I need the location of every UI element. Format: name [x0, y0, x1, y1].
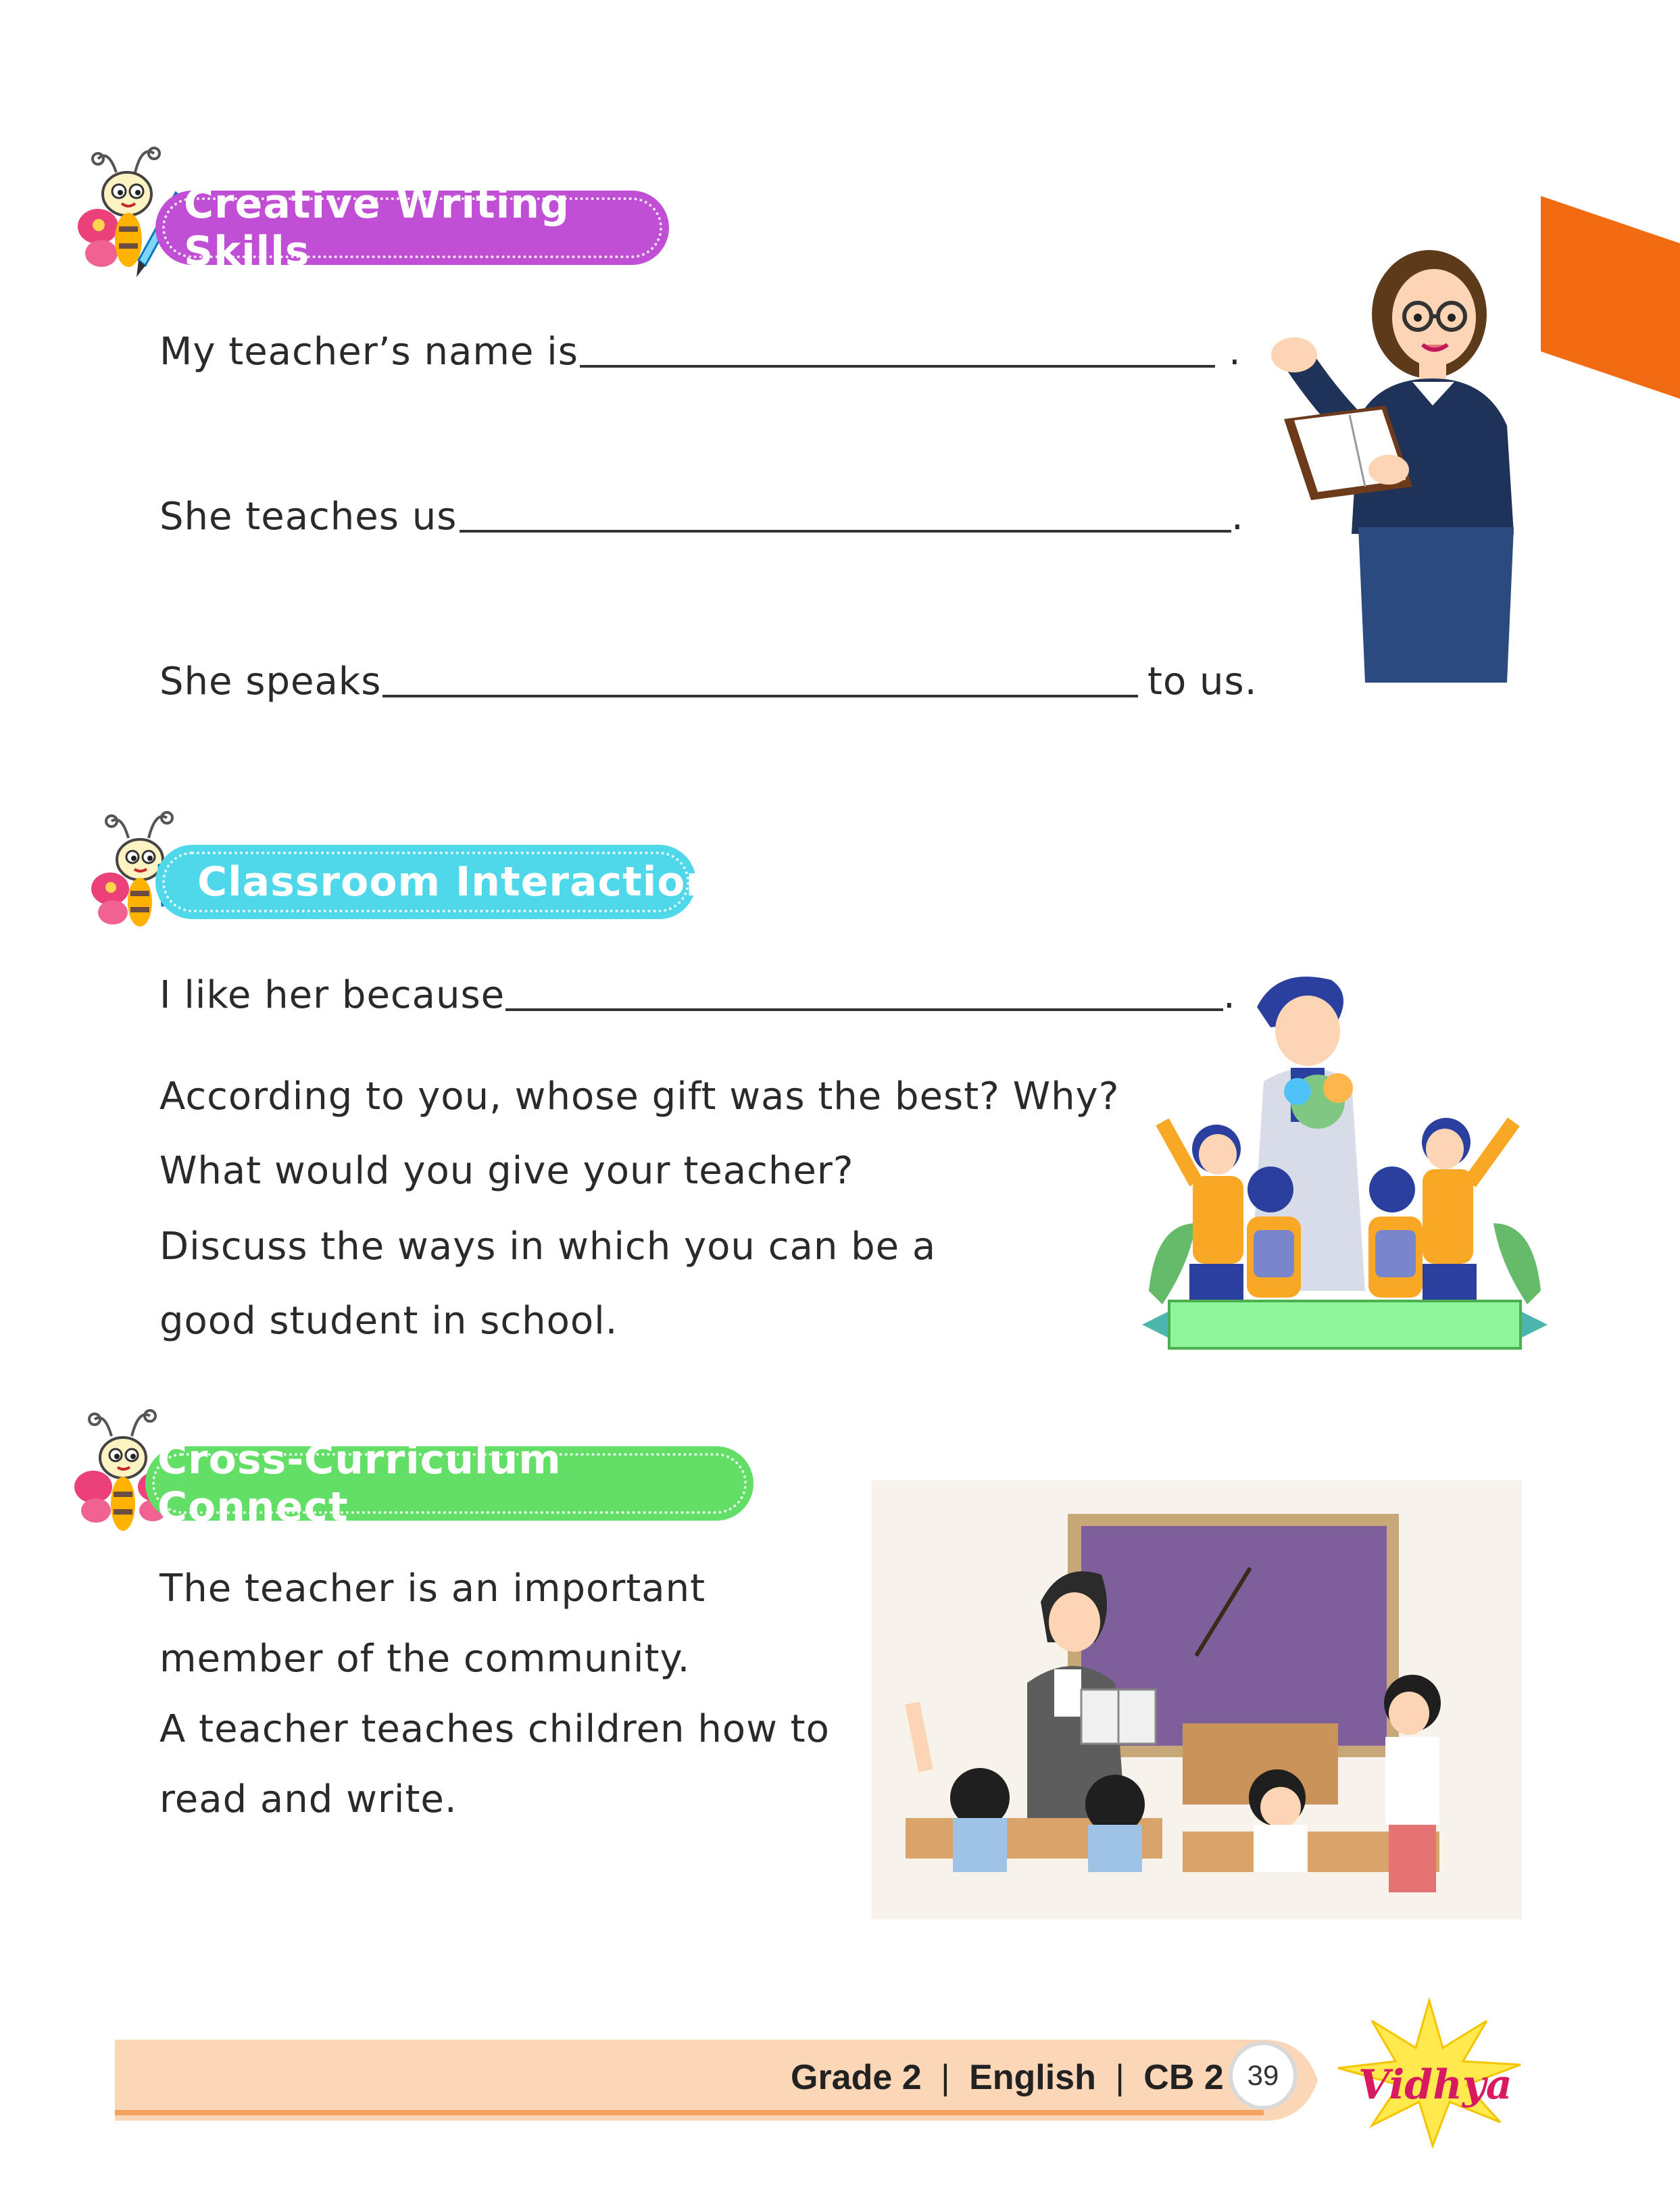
page-number-badge: [1229, 2041, 1298, 2110]
speaks-blank[interactable]: [382, 695, 1138, 697]
footer-info: [791, 2057, 1224, 2098]
like-her-blank[interactable]: [505, 1008, 1223, 1011]
question-line: good student in school.: [159, 1299, 618, 1343]
footer-book: CB 2: [1143, 2058, 1224, 2097]
like-her-prompt: I like her because: [159, 973, 505, 1017]
teacher-name-blank[interactable]: [580, 365, 1215, 368]
teaches-blank[interactable]: [460, 530, 1231, 533]
like-her-suffix: .: [1223, 973, 1236, 1017]
teacher-name-prompt: My teacher’s name is: [159, 330, 578, 374]
teacher-name-suffix: .: [1229, 330, 1241, 374]
teacher-with-book-illustration: [1257, 243, 1527, 683]
creative-writing-skills-header: [155, 180, 669, 275]
footer-separator: |: [941, 2058, 950, 2097]
page-number: 39: [1247, 2059, 1279, 2091]
student-center-left: [1247, 1167, 1301, 1298]
footer-subject: English: [969, 2058, 1096, 2097]
section-title: Classroom Interaction: [197, 858, 716, 906]
cross-text-line: A teacher teaches children how to: [159, 1707, 830, 1751]
classroom-interaction-header: [155, 845, 716, 919]
teaches-prompt: She teaches us: [159, 495, 458, 539]
cross-text-line: The teacher is an important: [159, 1567, 706, 1611]
classroom-teacher-illustration: [872, 1480, 1522, 1919]
section-title: Creative Writing Skills: [184, 180, 570, 275]
question-line: What would you give your teacher?: [159, 1149, 854, 1193]
question-line: According to you, whose gift was the best? Why?: [159, 1075, 1120, 1119]
footer-grade: Grade 2: [791, 2058, 922, 2097]
cross-curriculum-connect-header: [145, 1436, 753, 1531]
student-center-right: [1368, 1167, 1423, 1298]
question-line: Discuss the ways in which you can be a: [159, 1225, 937, 1269]
cross-text-line: member of the community.: [159, 1637, 691, 1681]
orange-corner-tab: [1541, 196, 1680, 399]
footer-separator: |: [1115, 2058, 1125, 2097]
speaks-prompt: She speaks: [159, 660, 382, 704]
speaks-suffix: to us.: [1147, 660, 1258, 704]
vidhya-logo-text: Vidhya: [1358, 2061, 1512, 2109]
cross-text-line: read and write.: [159, 1777, 458, 1821]
section-title: Cross-Curriculum Connect: [157, 1436, 562, 1531]
teacher-students-gift-illustration: [1135, 966, 1554, 1352]
teaches-suffix: .: [1231, 495, 1244, 539]
student-right: [1422, 1118, 1514, 1311]
